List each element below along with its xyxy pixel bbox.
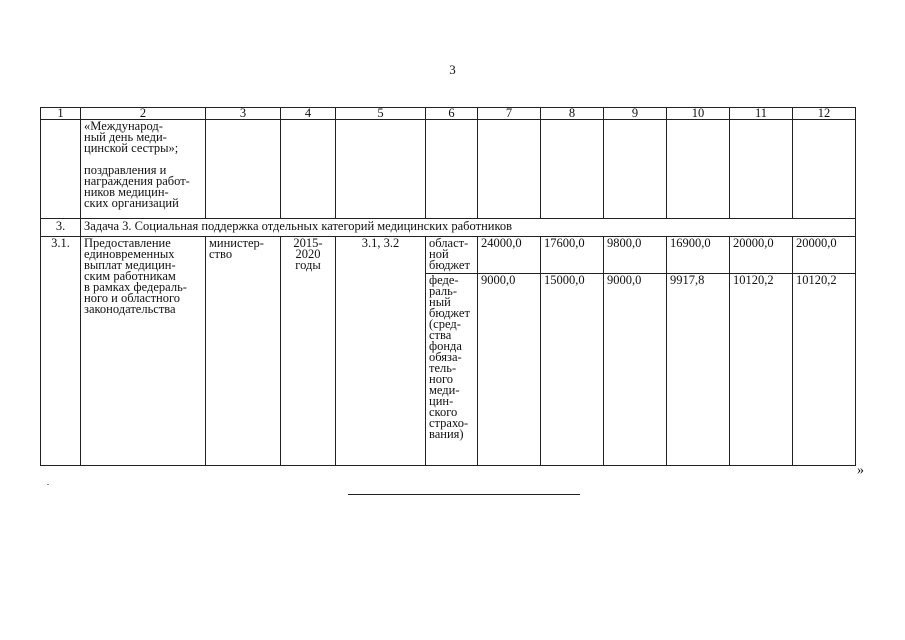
funding-value: 15000,0 — [541, 274, 604, 466]
item-row — [41, 237, 856, 274]
funding-value: 9917,8 — [667, 274, 730, 466]
column-number-row — [41, 108, 856, 120]
item-number: 3.1. — [41, 237, 81, 466]
column-number: 6 — [426, 108, 478, 120]
column-number: 12 — [793, 108, 856, 120]
continued-row — [41, 120, 856, 219]
funding-value: 20000,0 — [793, 237, 856, 274]
program-table — [40, 107, 856, 466]
column-number: 10 — [667, 108, 730, 120]
column-number: 3 — [206, 108, 281, 120]
task-number: 3. — [41, 219, 81, 237]
funding-value: 20000,0 — [730, 237, 793, 274]
funding-value: 24000,0 — [478, 237, 541, 274]
funding-value: 9000,0 — [604, 274, 667, 466]
column-number: 1 — [41, 108, 81, 120]
funding-value: 16900,0 — [667, 237, 730, 274]
page-number: 3 — [449, 62, 456, 77]
task-row — [41, 219, 856, 237]
funding-source: област- ной бюджет — [426, 237, 478, 274]
column-number: 2 — [81, 108, 206, 120]
column-number: 9 — [604, 108, 667, 120]
event-description-cell — [81, 120, 206, 219]
column-number: 7 — [478, 108, 541, 120]
item-indicators: 3.1, 3.2 — [336, 237, 426, 466]
item-period: 2015- 2020 годы — [281, 237, 336, 466]
column-number: 11 — [730, 108, 793, 120]
event-text: поздравления и награждения работ- ников медицин- ских организаций — [84, 163, 190, 210]
column-number: 5 — [336, 108, 426, 120]
funding-value: 17600,0 — [541, 237, 604, 274]
event-text: «Международ- ный день меди- цинской сестры»; — [84, 119, 179, 155]
task-title: Задача 3. Социальная поддержка отдельных категорий медицинских работников — [81, 219, 856, 237]
column-number: 8 — [541, 108, 604, 120]
funding-source: феде- раль- ный бюджет (сред- ства фонда обяза- тель- ного меди- цин- ского страхо- вания) — [426, 274, 478, 466]
scan-speck — [47, 484, 49, 485]
item-executor: министер- ство — [206, 237, 281, 466]
funding-value: 10120,2 — [730, 274, 793, 466]
funding-value: 9800,0 — [604, 237, 667, 274]
funding-value: 9000,0 — [478, 274, 541, 466]
funding-value: 10120,2 — [793, 274, 856, 466]
column-number: 4 — [281, 108, 336, 120]
end-rule — [348, 494, 580, 495]
closing-quote: » — [857, 463, 864, 478]
item-name: Предоставление единовременных выплат медицин- ским работникам в рамках федераль- ного и областного законодательства — [81, 237, 206, 466]
